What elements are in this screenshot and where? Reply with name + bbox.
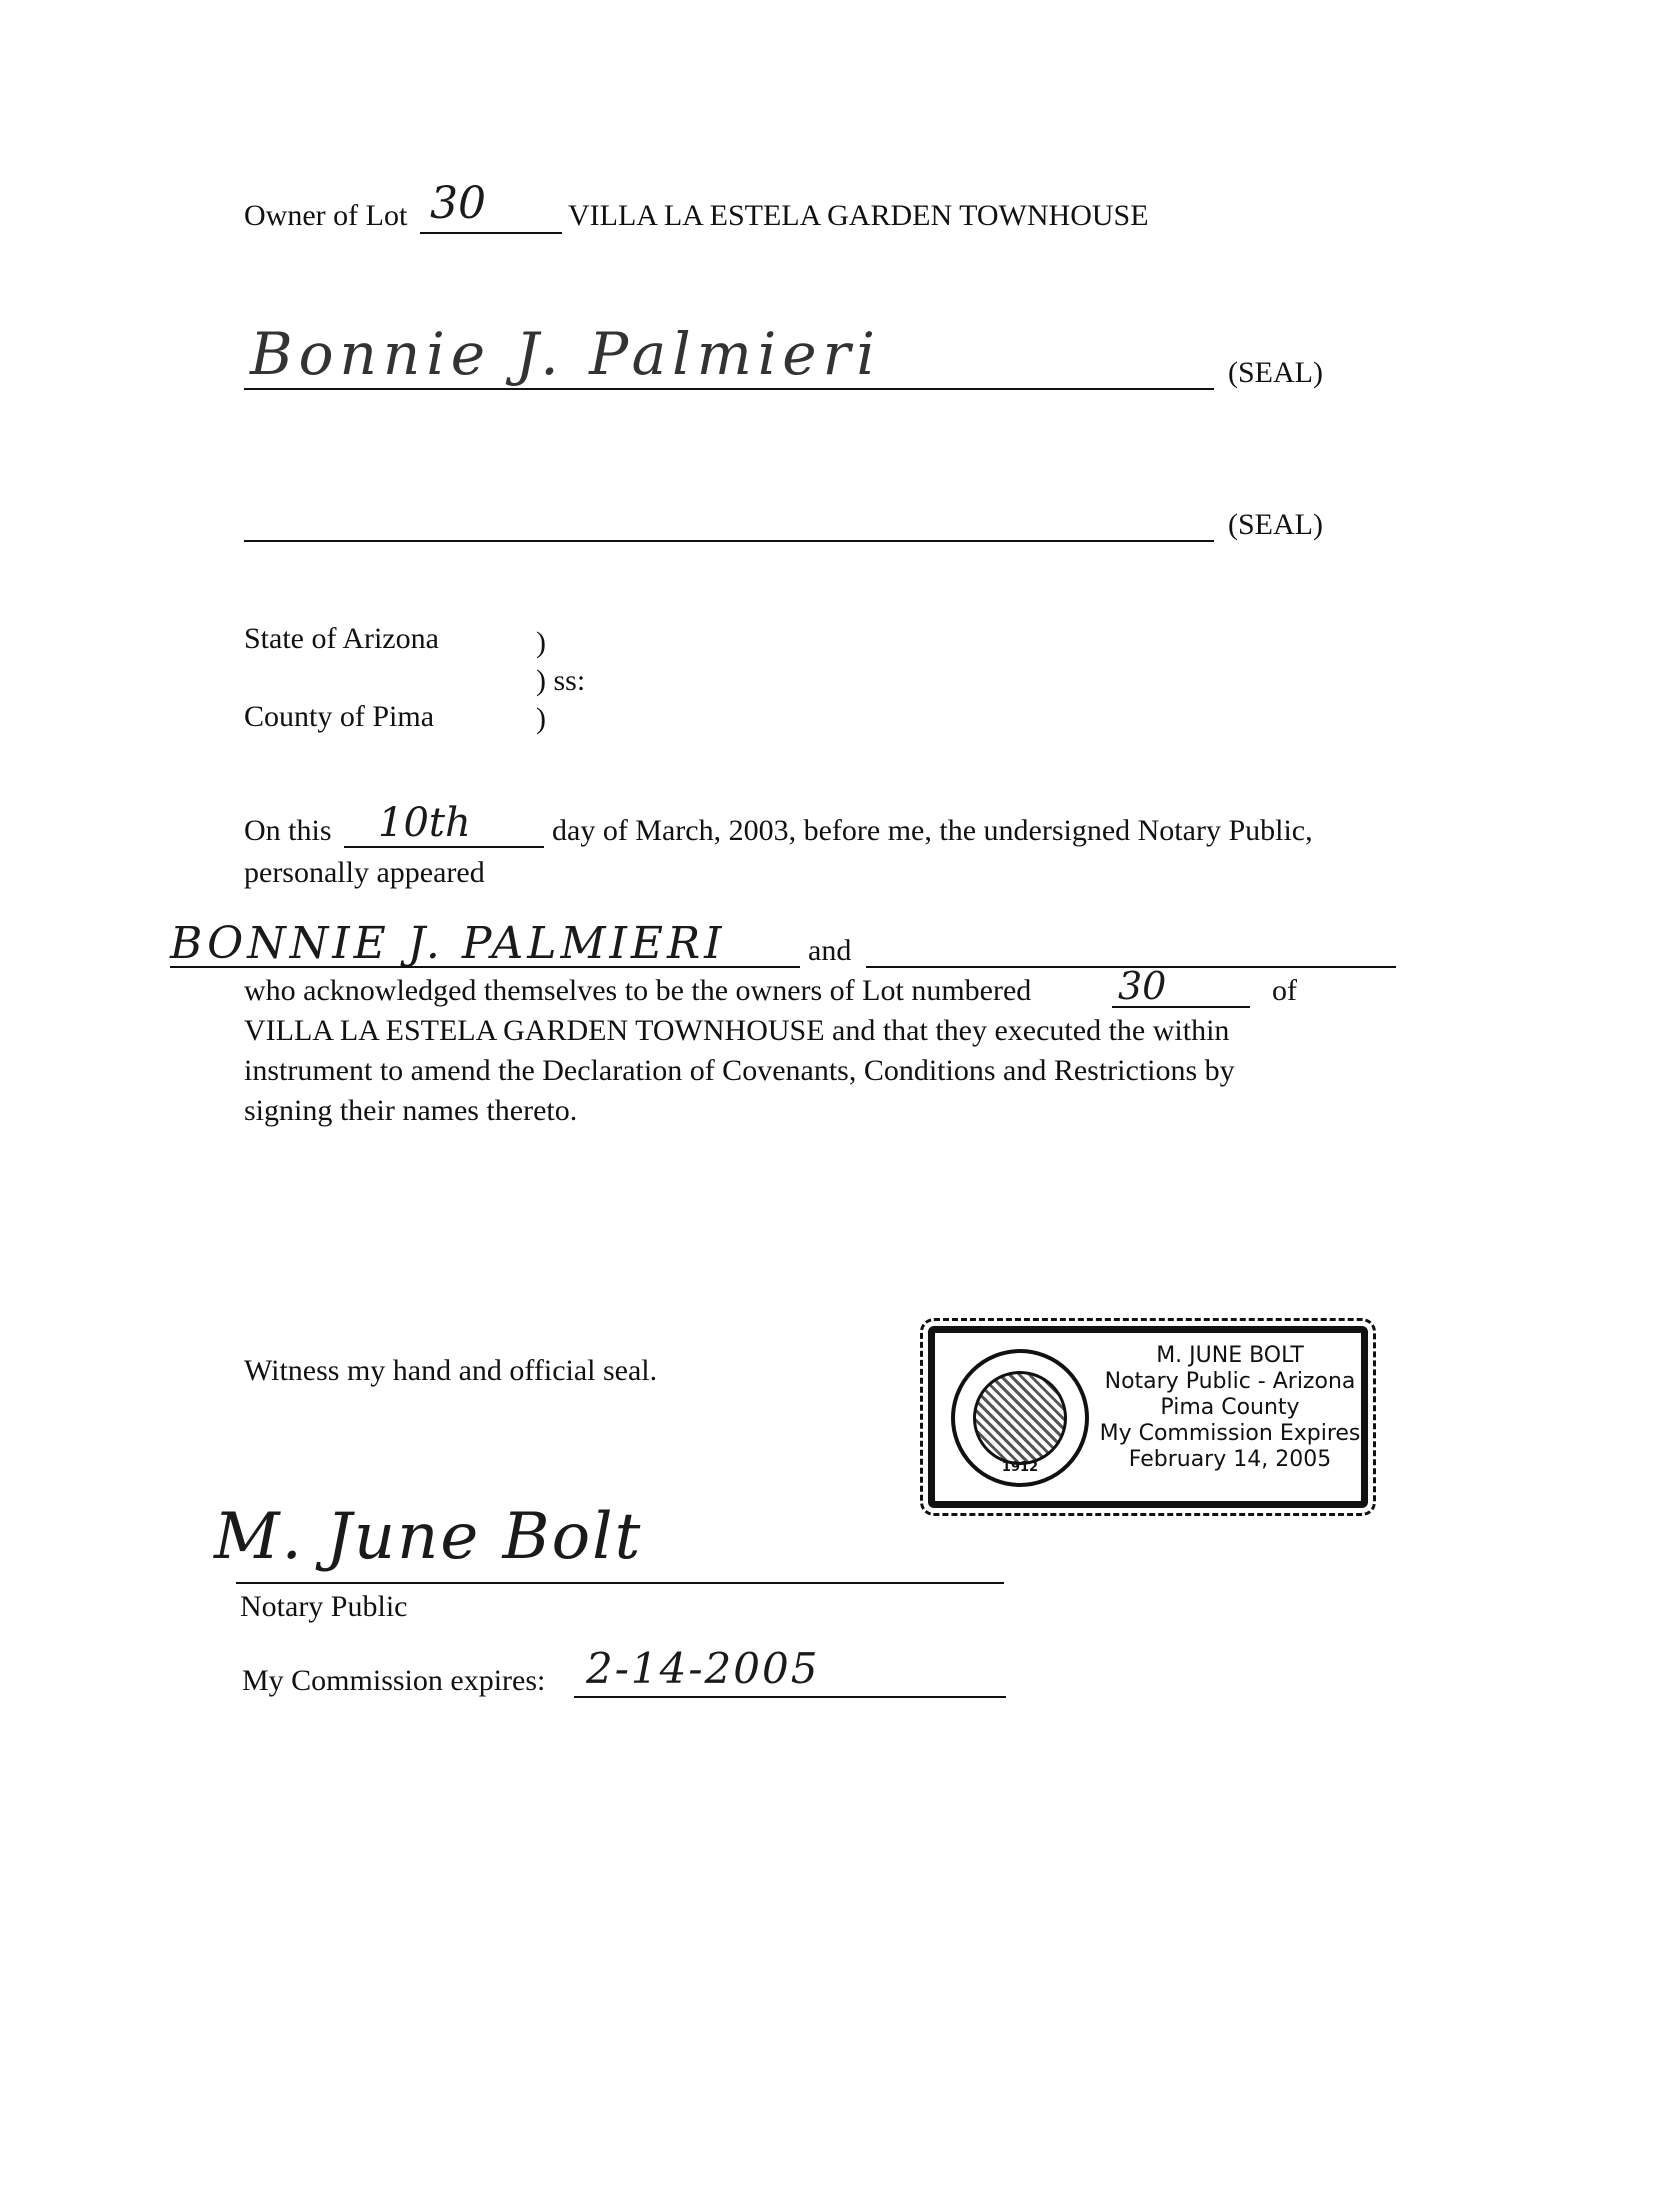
venue-state: State of Arizona <box>244 622 439 655</box>
notary-signature-line <box>236 1582 1004 1584</box>
notary-stamp <box>928 1326 1368 1508</box>
ack-line-1-prefix: who acknowledged themselves to be the owners of Lot numbered <box>244 974 1032 1007</box>
commission-expires-date: 2-14-2005 <box>586 1644 820 1693</box>
venue-paren-1: ) <box>536 626 546 659</box>
notary-signature: M. June Bolt <box>214 1500 643 1574</box>
ack-date-text: day of March, 2003, before me, the undersigned Notary Public, <box>552 814 1313 847</box>
ack-on-this: On this <box>244 814 332 847</box>
notary-label: Notary Public <box>240 1590 408 1623</box>
ack-personally-appeared: personally appeared <box>244 856 485 889</box>
signature-line-2 <box>244 540 1214 542</box>
owner-lot-label: Owner of Lot <box>244 199 408 232</box>
commission-expires-line <box>574 1696 1006 1698</box>
ack-line-3: instrument to amend the Declaration of Covenants, Conditions and Restrictions by <box>244 1054 1235 1087</box>
ack-appeared-name: BONNIE J. PALMIERI <box>170 918 726 969</box>
venue-county: County of Pima <box>244 700 435 733</box>
ack-day: 10th <box>378 800 471 846</box>
seal-label-1: (SEAL) <box>1228 356 1323 389</box>
witness-text: Witness my hand and official seal. <box>244 1354 658 1387</box>
ack-and: and <box>808 934 852 967</box>
seal-year: 1912 <box>1001 1460 1039 1475</box>
ack-lot-underline <box>1112 1006 1250 1008</box>
stamp-commission: My Commission Expires <box>1099 1421 1361 1446</box>
owner-signature: Bonnie J. Palmieri <box>250 320 881 388</box>
stamp-county: Pima County <box>1160 1395 1300 1420</box>
ack-line-4: signing their names thereto. <box>244 1094 578 1127</box>
venue-paren-ss: ) ss: <box>536 664 586 697</box>
ack-line-2: VILLA LA ESTELA GARDEN TOWNHOUSE and that they executed the within <box>244 1014 1230 1047</box>
ack-lot-number: 30 <box>1118 964 1167 1008</box>
stamp-expires: February 14, 2005 <box>1128 1447 1332 1472</box>
state-seal-icon <box>951 1349 1089 1487</box>
owner-lot-underline <box>420 232 562 234</box>
venue-paren-3: ) <box>536 702 546 735</box>
stamp-title: Notary Public - Arizona <box>1104 1369 1356 1394</box>
owner-lot-number: 30 <box>430 178 486 229</box>
ack-name-underline <box>170 966 800 968</box>
seal-label-2: (SEAL) <box>1228 508 1323 541</box>
signature-line-1 <box>244 388 1214 390</box>
stamp-name: M. JUNE BOLT <box>1156 1343 1304 1368</box>
commission-expires-label: My Commission expires: <box>242 1664 546 1697</box>
ack-day-underline <box>344 846 544 848</box>
owner-subdivision: VILLA LA ESTELA GARDEN TOWNHOUSE <box>568 199 1149 232</box>
ack-line-1-suffix: of <box>1272 974 1297 1007</box>
